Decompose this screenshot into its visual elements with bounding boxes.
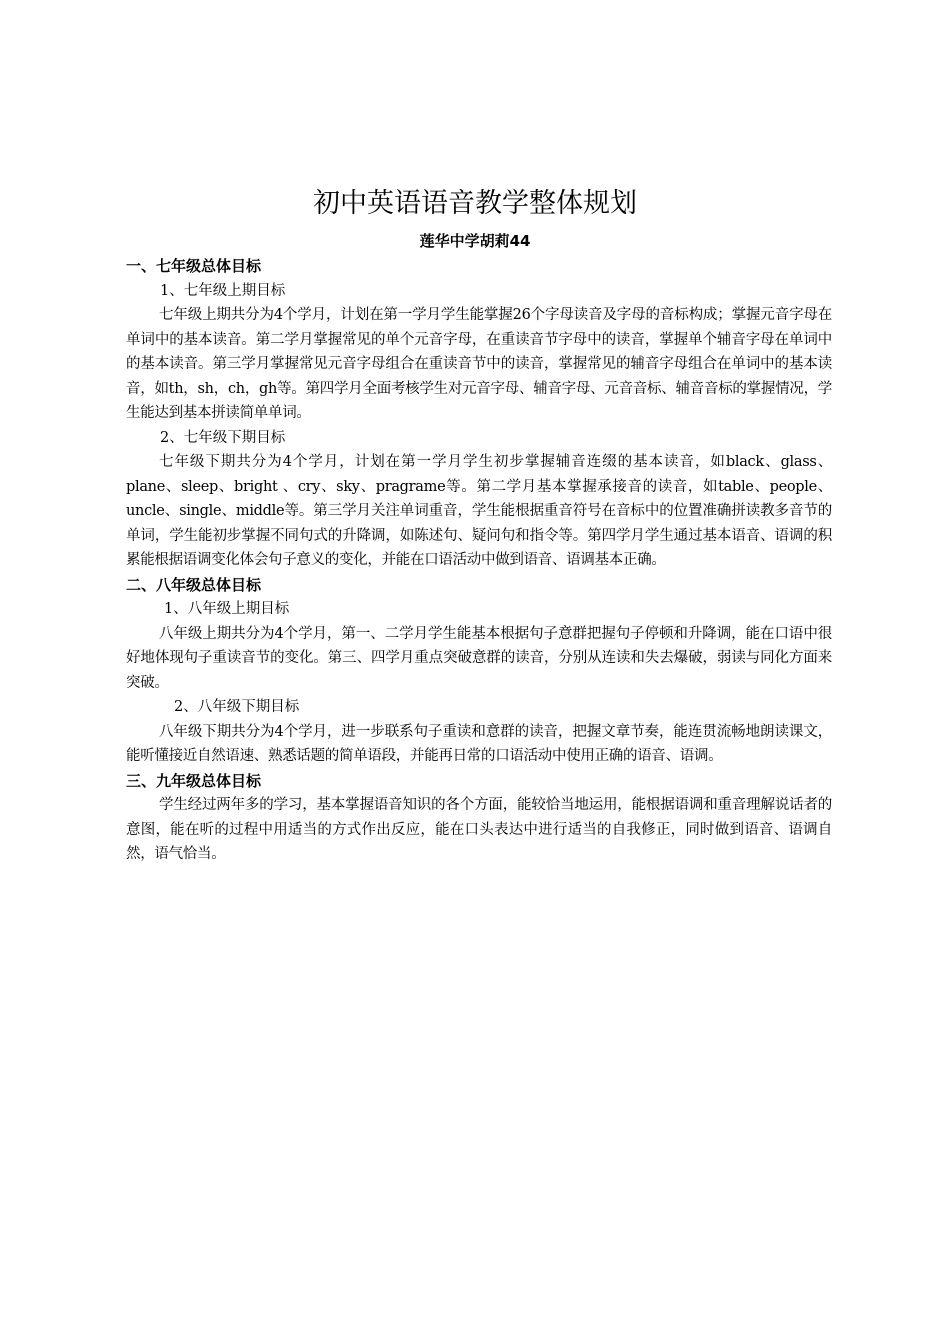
paragraph-grade9: 学生经过两年多的学习，基本掌握语音知识的各个方面，能较恰当地运用，能根据语调和重音理解说话者的意图，能在听的过程中用适当的方式作出反应，能在口头表达中进行适当的自我修正，同时做到语音、语调自然，语气恰当。	[126, 797, 832, 862]
paragraph-grade7-term2: 七年级下期共分为4个学月，计划在第一学月学生初步掌握辅音连缀的基本读音，如black、glass、plane、sleep、bright 、cry、sky、pragrame等。第二学月基本掌握承接音的读音，如table、people、uncle、single、middle等。第三学月关注单词重音，学生能根据重音符号在音标中的位置准确拼读教多音节的单词，学生能初步掌握不同句式的升降调，如陈述句、疑问句和指令等。第四学月学生通过基本语音、语调的积累能根据语调变化体会句子意义的变化，并能在口语活动中做到语音、语调基本正确。	[126, 454, 832, 568]
section-heading-grade7: 一、七年级总体目标	[126, 257, 262, 275]
paragraph-grade8-term1: 八年级上期共分为4个学月，第一、二学月学生能基本根据句子意群把握句子停顿和升降调，能在口语中很好地体现句子重读音节的变化。第三、四学月重点突破意群的读音，分别从连读和失去爆破，弱读与同化方面来突破。	[126, 625, 832, 691]
document-title: 初中英语语音教学整体规划	[313, 188, 637, 219]
subheading-grade8-term2: 2、八年级下期目标	[174, 699, 300, 715]
document-author: 莲华中学胡莉44	[419, 232, 531, 250]
section-heading-grade8: 二、八年级总体目标	[126, 575, 262, 594]
subheading-grade8-term1: 1、八年级上期目标	[164, 601, 290, 617]
paragraph-grade8-term2: 八年级下期共分为4个学月，进一步联系句子重读和意群的读音，把握文章节奏，能连贯流畅地朗读课文，能听懂接近自然语速、熟悉话题的简单语段，并能再日常的口语活动中使用正确的语音、语调。	[126, 723, 832, 764]
paragraph-grade7-term1: 七年级上期共分为4个学月，计划在第一学月学生能掌握26个字母读音及字母的音标构成；掌握元音字母在单词中的基本读音。第二学月掌握常见的单个元音字母，在重读音节字母中的读音，掌握单个辅音字母在单词中的基本读音。第三学月掌握常见元音字母组合在重读音节中的读音，掌握常见的辅音字母组合在单词中的基本读音，如th，sh，ch，gh等。第四学月全面考核学生对元音字母、辅音字母、元音音标、辅音音标的掌握情况，学生能达到基本拼读简单单词。	[126, 307, 832, 421]
section-heading-grade9: 三、九年级总体目标	[126, 771, 262, 790]
subheading-grade7-term1: 1、七年级上期目标	[160, 282, 286, 299]
document-body	[126, 254, 832, 867]
subheading-grade7-term2: 2、七年级下期目标	[160, 429, 286, 446]
